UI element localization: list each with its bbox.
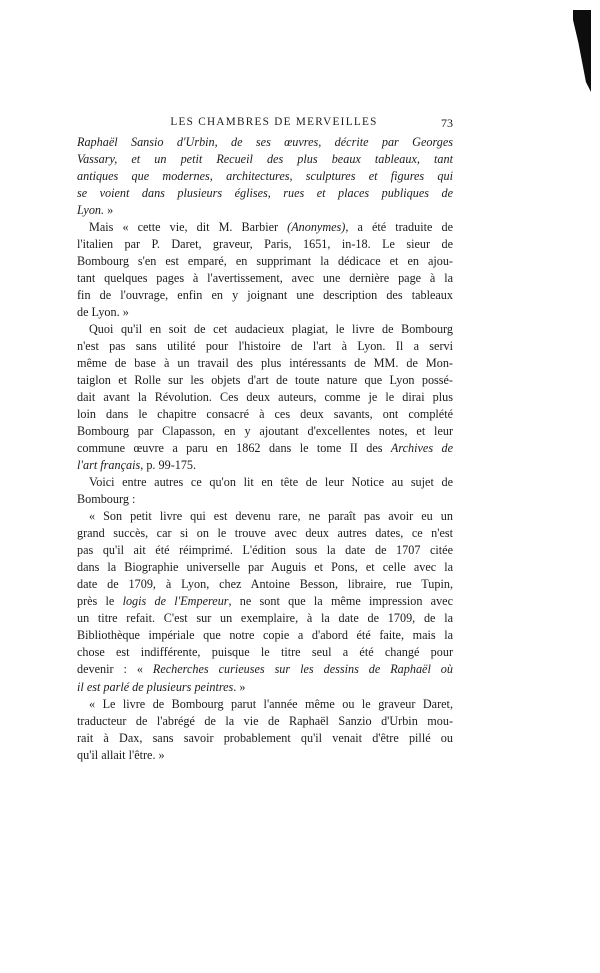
text-line	[77, 321, 453, 338]
text-segment: l'italien par P. Daret, graveur, Paris, 1651, in-18. Le sieur de	[77, 237, 453, 252]
text-segment: Voici entre autres ce qu'on lit en tête de leur Notice au sujet de	[89, 475, 453, 490]
text-segment: tant quelques pages à l'avertissement, avec une dernière page à la	[77, 271, 453, 286]
text-segment: commune œuvre a paru en 1862 dans le tome II des	[77, 441, 391, 456]
italic-text: l'art français	[77, 458, 141, 473]
text-line	[77, 304, 453, 321]
body-text	[77, 134, 453, 764]
text-line	[77, 730, 453, 747]
italic-text: il est parlé de plusieurs peintres	[77, 679, 234, 694]
text-segment: Bombourg par Clapasson, en y ajoutant d'excellentes notes, et leur	[77, 424, 453, 439]
text-segment: n'est pas sans utilité pour l'histoire de l'art à Lyon. Il a servi	[77, 339, 453, 354]
text-line	[77, 457, 453, 474]
italic-text: Lyon.	[77, 203, 105, 218]
text-segment: près le	[77, 594, 123, 609]
text-line	[77, 747, 453, 764]
text-line	[77, 593, 453, 610]
text-segment: « Le livre de Bombourg parut l'année même ou le graveur Daret,	[89, 696, 453, 711]
italic-text: antiques que modernes, architectures, sculptures et figures qui	[77, 169, 453, 184]
text-line	[77, 151, 453, 168]
text-segment: . »	[233, 679, 246, 694]
text-line	[77, 525, 453, 542]
text-segment: un titre refait. C'est sur un exemplaire, à la date de 1709, de la	[77, 611, 453, 626]
text-segment: taiglon et Rolle sur les objets d'art de toute nature que Lyon possé-	[77, 373, 453, 388]
text-segment: devenir : «	[77, 662, 153, 677]
text-line	[77, 168, 453, 185]
italic-text: (Anonymes)	[287, 220, 346, 235]
text-line	[77, 253, 453, 270]
text-line	[77, 270, 453, 287]
text-segment: de Lyon. »	[77, 305, 129, 320]
page-number: 73	[441, 116, 453, 130]
text-line	[77, 423, 453, 440]
text-segment: Bombourg s'en est emparé, en supprimant la dédicace et en ajou-	[77, 254, 453, 269]
text-segment: , a été traduite de	[345, 220, 453, 235]
italic-text: Vassary, et un petit Recueil des plus beaux tableaux, tant	[77, 152, 453, 167]
text-segment: fin de l'ouvrage, enfin en y joignant une description des tableaux	[77, 288, 453, 303]
text-line	[77, 661, 453, 678]
text-line	[77, 134, 453, 151]
text-line	[77, 542, 453, 559]
text-line	[77, 627, 453, 644]
text-line	[77, 696, 453, 713]
text-segment: chose est indifférente, puisque le titre seul a été changé pour	[77, 645, 453, 660]
text-line	[77, 219, 453, 236]
text-segment: date de 1709, à Lyon, chez Antoine Besson, libraire, rue Tupin,	[77, 577, 453, 592]
italic-text: Raphaël Sansio d'Urbin, de ses œuvres, décrite par Georges	[77, 135, 453, 149]
text-segment: dans la Biographie universelle par Auguis et Pons, et celle avec la	[77, 560, 453, 575]
text-segment: loin dans le chapitre consacré à ces deux savants, ont complété	[77, 407, 453, 422]
text-line	[77, 508, 453, 525]
text-segment: même de base à un travail des plus intéressants de MM. de Mon-	[77, 356, 453, 371]
text-line	[77, 372, 453, 389]
text-segment: , p. 99-175.	[140, 458, 197, 473]
italic-text: logis de l'Empereur	[122, 594, 229, 609]
italic-text: Recherches curieuses sur les dessins de Raphaël où	[152, 662, 453, 677]
text-line	[77, 406, 453, 423]
text-line	[77, 389, 453, 406]
text-segment: rait à Dax, sans savoir probablement qu'il venait d'être pillé ou	[77, 730, 453, 745]
italic-text: Archives de	[390, 441, 453, 456]
text-line	[77, 440, 453, 457]
text-line	[77, 287, 453, 304]
text-line	[77, 185, 453, 202]
text-line	[77, 491, 453, 508]
text-line	[77, 355, 453, 372]
text-segment: »	[104, 203, 114, 218]
text-line	[77, 474, 453, 491]
text-segment: Quoi qu'il en soit de cet audacieux plagiat, le livre de Bombourg	[89, 322, 453, 337]
running-title: LES CHAMBRES DE MERVEILLES	[170, 116, 378, 128]
text-line	[77, 644, 453, 661]
text-line	[77, 559, 453, 576]
text-line	[77, 713, 453, 730]
text-segment: Bombourg :	[77, 492, 136, 507]
text-line	[77, 576, 453, 593]
text-line	[77, 202, 453, 219]
text-segment: grand succès, car si on le trouve avec deux autres dates, ce n'est	[77, 526, 453, 541]
text-line	[77, 679, 453, 696]
page-edge-mark	[573, 10, 591, 92]
text-segment: Bibliothèque impériale que notre copie a d'abord été faite, mais la	[77, 628, 453, 643]
text-segment: , ne sont que la même impression avec	[228, 594, 453, 609]
text-segment: « Son petit livre qui est devenu rare, ne paraît pas avoir eu un	[89, 509, 453, 524]
text-segment: traducteur de l'abrégé de la vie de Raphaël Sanzio d'Urbin mou-	[77, 713, 453, 728]
text-line	[77, 338, 453, 355]
page-header	[77, 116, 453, 136]
italic-text: se voient dans plusieurs églises, rues et places publiques de	[77, 186, 453, 201]
text-segment: dait avant la Révolution. Ces deux auteurs, comme je le dirai plus	[77, 390, 453, 405]
text-segment: pas qu'il ait été réimprimé. L'édition sous la date de 1707 citée	[77, 543, 453, 558]
text-line	[77, 236, 453, 253]
text-segment: Mais « cette vie, dit M. Barbier	[89, 220, 288, 235]
text-line	[77, 610, 453, 627]
text-segment: qu'il allait l'être. »	[77, 747, 165, 762]
